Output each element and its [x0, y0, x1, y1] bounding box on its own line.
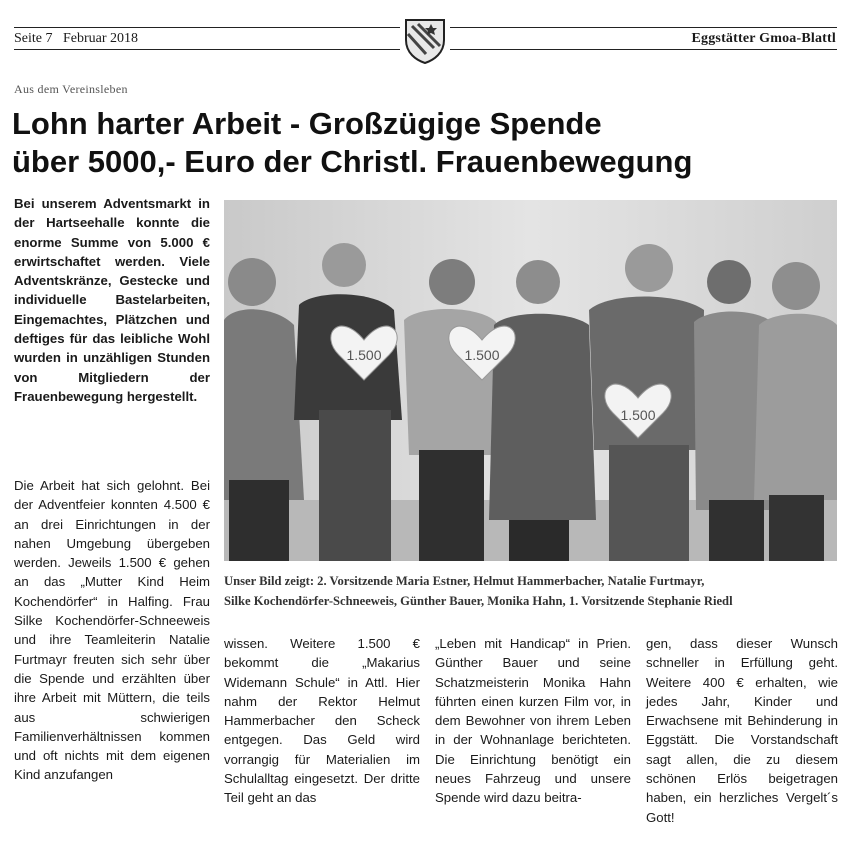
heart-label-3: 1.500	[620, 407, 656, 423]
header-rule-right-lower	[450, 49, 837, 50]
page-header	[0, 0, 850, 70]
body-column-1	[14, 476, 210, 785]
heart-label-1: 1.500	[346, 347, 382, 363]
caption-line-1: Unser Bild zeigt: 2. Vorsitzende Maria Estner, Helmut Hammerbacher, Natalie Furtmayr,	[224, 574, 705, 588]
header-rule-left-lower	[14, 49, 400, 50]
header-rule-right	[450, 27, 837, 28]
issue-date: Februar 2018	[63, 31, 139, 46]
body-text-column-2: wissen. Weitere 1.500 € bekommt die „Makarius Widemann Schule“ in Attl. Hier nahm der Rektor Helmut Hammerbacher den Scheck entgegen. Das Geld wird vorrangig für Materialien im Schulalltag eingesetzt. Der dritte Teil geht an das	[224, 636, 420, 806]
body-text-column-4: gen, dass dieser Wunsch schneller in Erfüllung geht. Weitere 400 € erhalten, wie jedes Jahr, Kinder und Erwachsene mit Behinderung in Eggstätt. Die Vorstandschaft sagt allen, die zu diesem schönen Erlös beigetragen haben, ein herzliches Vergelt´s Gott!	[646, 636, 838, 825]
body-column-2	[224, 634, 420, 808]
body-column-4	[646, 634, 838, 827]
article-headline	[12, 105, 842, 181]
photo-caption	[224, 571, 837, 611]
body-text-column-1: Die Arbeit hat sich gelohnt. Bei der Adventfeier konnten 4.500 € an drei Einrichtungen in der nahen Umgebung übergeben werden. Jeweils 1.500 € gehen an das „Mutter Kind Heim Kochendörfer“ in Halfing. Frau Silke Kochendörfer-Schneeweis und ihre Teamleiterin Natalie Furtmayr freuten sich sehr über die Spende und erzählten über ihre Arbeit mit Müttern, die teils aus schwierigen Familienverhältnissen kommen und oft nichts mit dem eigenen Kind anzufangen	[14, 478, 210, 783]
caption-line-2: Silke Kochendörfer-Schneeweis, Günther Bauer, Monika Hahn, 1. Vorsitzende Stephanie Riedl	[224, 594, 733, 608]
heart-label-2: 1.500	[464, 347, 500, 363]
header-rule-left	[14, 27, 400, 28]
page-info	[14, 31, 138, 47]
lead-paragraph: Bei unserem Adventsmarkt in der Hartseehalle konnte die enorme Summe von 5.000 € erwirtschaftet werden. Viele Adventskränze, Gestecke und individuelle Bastelarbeiten, Eingemachtes, Plätzchen und deftiges für das leibliche Wohl wurden in unzähligen Stunden von Mitgliedern der Frauenbewegung hergestellt.	[14, 196, 210, 404]
group-photo	[224, 200, 837, 561]
section-label: Aus dem Vereinsleben	[14, 82, 128, 96]
page-number: Seite 7	[14, 31, 53, 46]
publication-name: Eggstätter Gmoa-Blattl	[691, 31, 836, 46]
body-column-3	[435, 634, 631, 808]
headline-line-1: Lohn harter Arbeit - Großzügige Spende	[12, 106, 602, 141]
crest-icon	[404, 18, 446, 64]
article-lead	[14, 194, 210, 406]
headline-line-2: über 5000,- Euro der Christl. Frauenbewegung	[12, 144, 693, 179]
body-text-column-3: „Leben mit Handicap“ in Prien. Günther Bauer und seine Schatzmeisterin Monika Hahn führten einen kurzen Film vor, in dem Bewohner von ihrem Leben in der Wohnanlage berichteten. Die Einrichtung benötigt ein neues Fahrzeug und unsere Spende wird dazu beitra-	[435, 636, 631, 806]
